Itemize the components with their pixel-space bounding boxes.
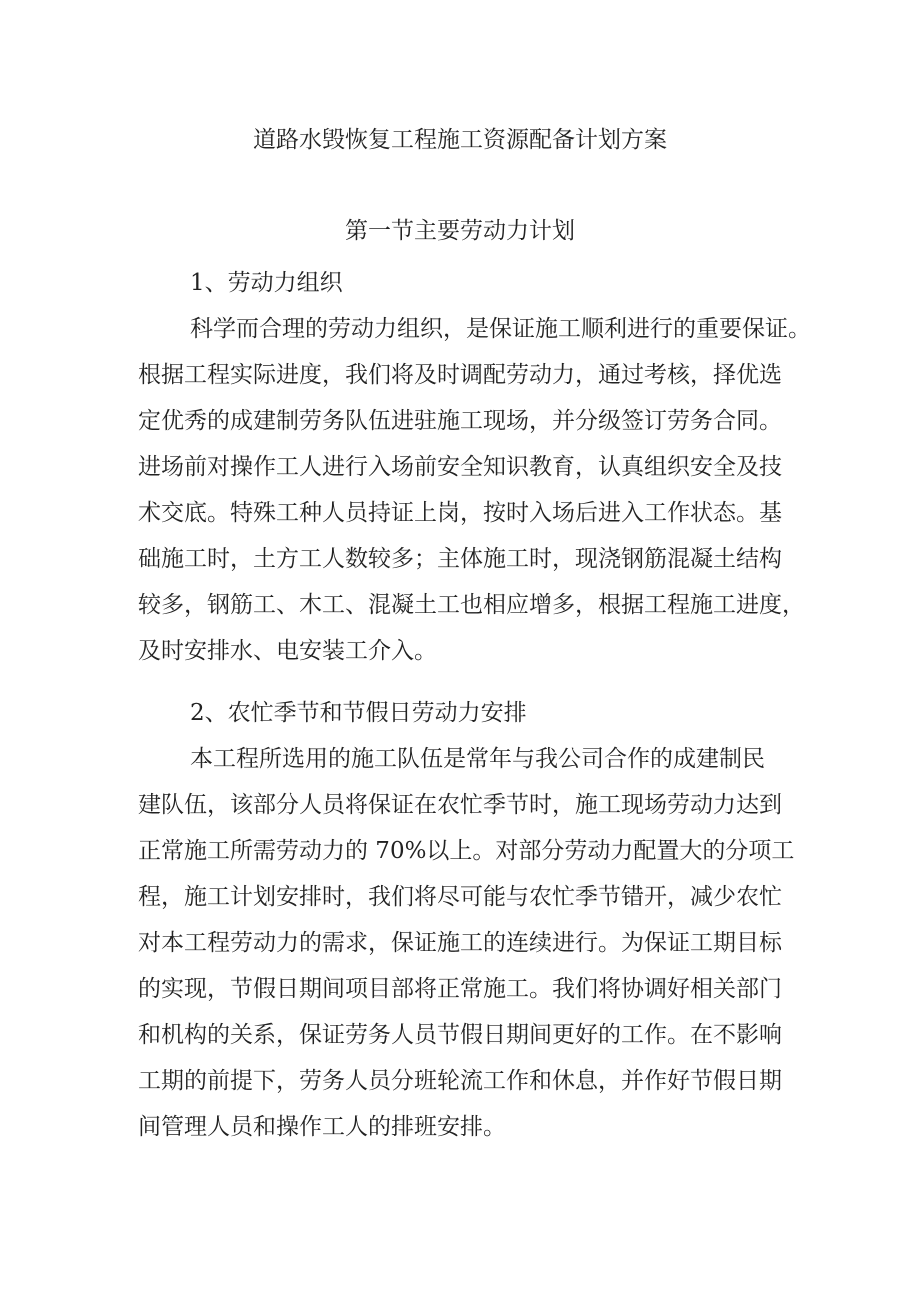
paragraph-line: 础施工时，土方工人数较多；主体施工时，现浇钢筋混凝土结构 (138, 546, 782, 572)
paragraph-line: 工期的前提下，劳务人员分班轮流工作和休息，并作好节假日期 (138, 1068, 782, 1094)
heading-busy-season-holiday: 2、农忙季节和节假日劳动力安排 (190, 700, 527, 726)
paragraph-line: 根据工程实际进度，我们将及时调配劳动力，通过考核，择优选 (138, 362, 782, 388)
heading-labor-organization: 1、劳动力组织 (190, 270, 343, 296)
paragraph-line: 间管理人员和操作工人的排班安排。 (138, 1114, 506, 1140)
paragraph-line: 及时安排水、电安装工介入。 (138, 638, 437, 664)
section-title: 第一节主要劳动力计划 (345, 218, 575, 244)
paragraph-labor-organization (138, 306, 811, 674)
paragraph-busy-season-holiday (138, 736, 795, 1150)
paragraph-line: 的实现，节假日期间项目部将正常施工。我们将协调好相关部门 (138, 976, 782, 1002)
paragraph-line: 较多，钢筋工、木工、混凝土工也相应增多，根据工程施工进度， (138, 592, 805, 618)
paragraph-line: 进场前对操作工人进行入场前安全知识教育，认真组织安全及技 (138, 454, 782, 480)
paragraph-line: 定优秀的成建制劳务队伍进驻施工现场，并分级签订劳务合同。 (138, 408, 782, 434)
paragraph-line: 建队伍，该部分人员将保证在农忙季节时，施工现场劳动力达到 (138, 792, 782, 818)
paragraph-line: 程，施工计划安排时，我们将尽可能与农忙季节错开，减少农忙 (138, 884, 782, 910)
document-title: 道路水毁恢复工程施工资源配备计划方案 (253, 127, 667, 153)
paragraph-line: 和机构的关系，保证劳务人员节假日期间更好的工作。在不影响 (138, 1022, 782, 1048)
paragraph-line: 正常施工所需劳动力的 70%以上。对部分劳动力配置大的分项工 (138, 838, 795, 864)
paragraph-line: 对本工程劳动力的需求，保证施工的连续进行。为保证工期目标 (138, 930, 782, 956)
paragraph-line: 术交底。特殊工种人员持证上岗，按时入场后进入工作状态。基 (138, 500, 782, 526)
paragraph-line: 科学而合理的劳动力组织，是保证施工顺利进行的重要保证。 (190, 316, 811, 342)
paragraph-line: 本工程所选用的施工队伍是常年与我公司合作的成建制民 (190, 746, 765, 772)
